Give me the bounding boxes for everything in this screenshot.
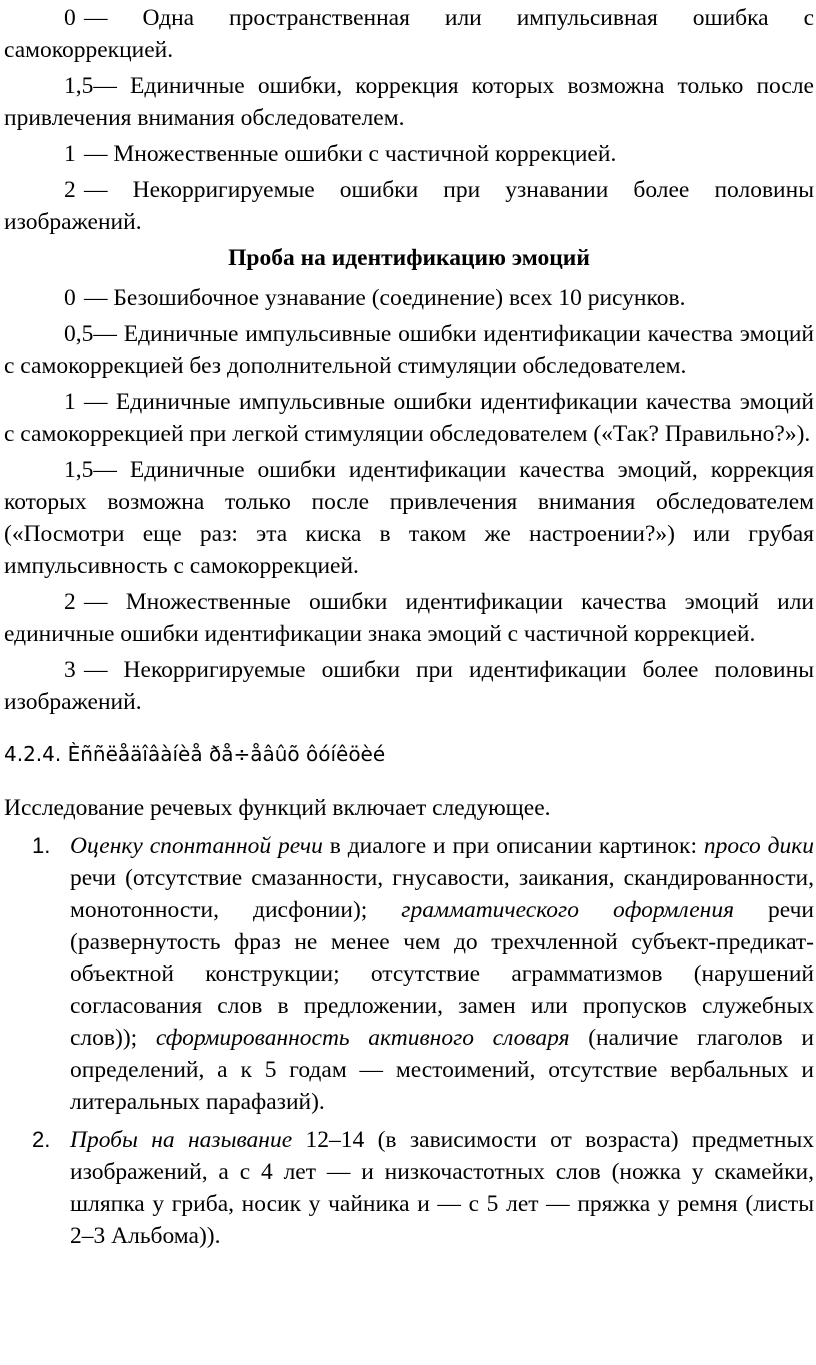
emotions-test-heading: Проба на идентификацию эмоций — [228, 245, 590, 271]
emphasized-term: сформированность активного словаря — [155, 1025, 570, 1051]
score-description: — Множественные ошибки идентификации качества эмоций или единичные ошибки идентификации знака эмоций с частичной коррекцией. — [4, 589, 814, 647]
emphasized-term: просо дики — [703, 833, 815, 859]
score-value: 1,5 — [64, 73, 94, 99]
numbered-list — [4, 830, 814, 1252]
score-item — [4, 282, 814, 314]
score-value: 1 — [64, 389, 76, 415]
emphasized-term: Оценку спонтанной речи — [70, 833, 323, 859]
emphasized-term: грамматического оформления — [401, 897, 734, 923]
score-item — [4, 454, 814, 582]
score-description: — Одна пространственная или импульсивная ошибка с самокоррекцией. — [4, 5, 814, 63]
document-page — [4, 2, 814, 1258]
list-marker: 2. — [32, 1127, 51, 1152]
list-marker: 1. — [32, 833, 51, 858]
score-value: 2 — [64, 589, 76, 615]
score-value: 1,5 — [64, 457, 94, 483]
score-value: 0 — [64, 285, 76, 311]
emphasized-term: Пробы на называние — [70, 1127, 293, 1153]
list-text: (наличие глаголов и определений, а к 5 годам — местоимений, отсутствие вербальных и литеральных парафазий). — [70, 1025, 814, 1115]
score-description: — Некорригируемые ошибки при идентификации более половины изображений. — [4, 657, 814, 715]
list-text: речи (отсутствие смазанности, гнусавости, заикания, скандированности, монотонности, дисфонии); — [70, 865, 814, 923]
score-description: — Единичные импульсивные ошибки идентификации качества эмоций с самокоррекцией при легкой стимуляции обследователем («Так? Правильно?»). — [4, 389, 814, 447]
score-value: 1 — [64, 141, 76, 167]
score-value: 2 — [64, 177, 76, 203]
score-item — [4, 138, 814, 170]
score-item — [4, 586, 814, 650]
score-item — [4, 318, 814, 382]
score-description: — Безошибочное узнавание (соединение) всех 10 рисунков. — [84, 285, 686, 311]
section-heading: 4.2.4. Èññëåäîâàíèå ðå÷åâûõ ôóíêöèé — [4, 742, 386, 766]
scoring-scale-emotions — [4, 282, 814, 718]
score-item — [4, 174, 814, 238]
score-item — [4, 386, 814, 450]
score-description: — Единичные ошибки идентификации качества эмоций, коррекция которых возможна только после привлечения внимания обследователем («Посмотри еще раз: эта киска в таком же настроении?») или грубая импульсивность с самокоррекцией. — [4, 457, 814, 579]
score-value: 0,5 — [64, 321, 94, 347]
section-intro: Исследование речевых функций включает следующее. — [4, 795, 551, 821]
score-item — [4, 654, 814, 718]
list-text: 12–14 (в зависимости от возраста) предметных изображений, а с 4 лет — и низкочастотных слов (ножка у скамейки, шляпка у гриба, носик у чайника и — с 5 лет — пряжка у ремня (листы 2–3 Альбома)). — [70, 1127, 814, 1249]
list-text: в диалоге и при описании картинок: — [322, 833, 704, 859]
score-description: — Единичные импульсивные ошибки идентификации качества эмоций с самокоррекцией без дополнительной стимуляции обследователем. — [4, 321, 814, 379]
score-value: 0 — [64, 5, 76, 31]
list-item — [4, 1124, 814, 1252]
score-description: — Единичные ошибки, коррекция которых возможна только после привлечения внимания обследователем. — [4, 73, 814, 131]
score-item — [4, 2, 814, 66]
score-description: — Некорригируемые ошибки при узнавании более половины изображений. — [4, 177, 814, 235]
score-value: 3 — [64, 657, 76, 683]
score-item — [4, 70, 814, 134]
list-text: речи (развернутость фраз не менее чем до трехчленной субъект-предикат-объектной конструкции; отсутствие аграмматизмов (нарушений согласования слов в предложении, замен или пропусков служебных слов)); — [70, 897, 814, 1051]
score-description: — Множественные ошибки с частичной коррекцией. — [84, 141, 617, 167]
scoring-scale-recognition — [4, 2, 814, 238]
list-item — [4, 830, 814, 1118]
